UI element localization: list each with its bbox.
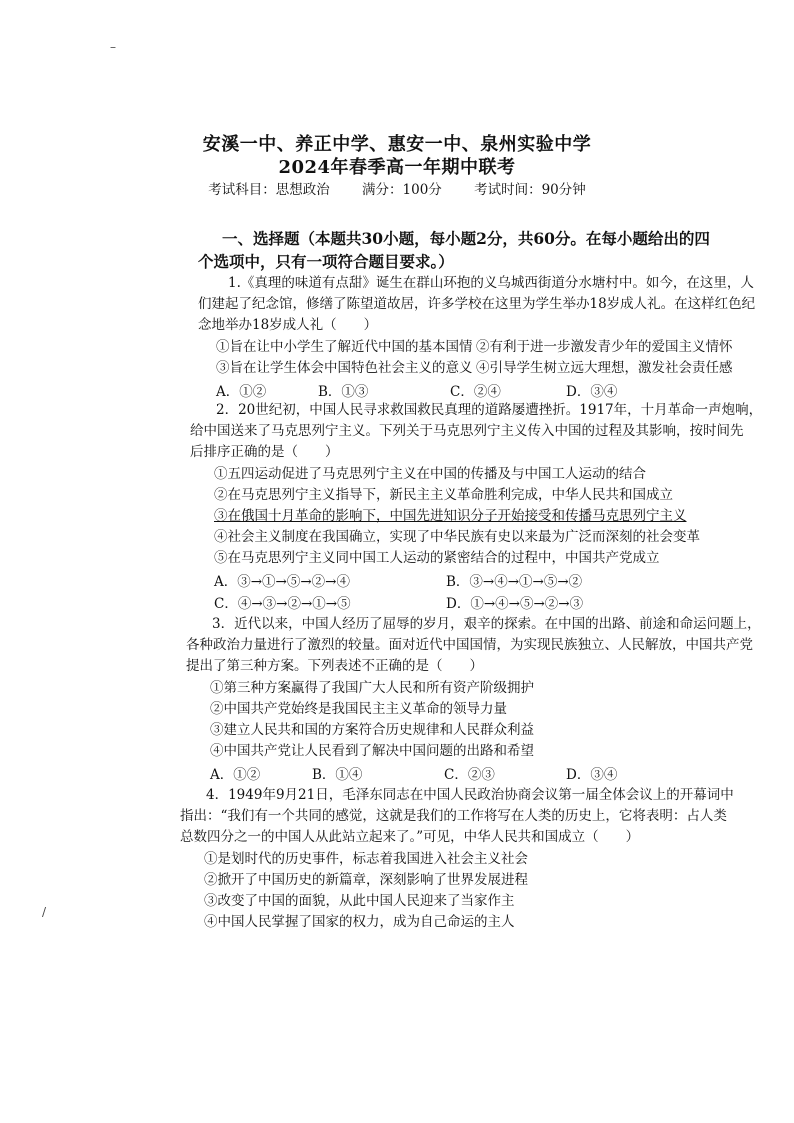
- q3-stem-line2: 各种政治力量进行了激烈的较量。面对近代中国国情，为实现民族独立、人民解放，中国共产党: [186, 637, 753, 653]
- q2-stem-line2: 给中国送来了马克思列宁主义。下列关于马克思列宁主义传入中国的过程及其影响，按时间先: [190, 423, 744, 439]
- section-heading-line2: 个选项中，只有一项符合题目要求。）: [198, 252, 454, 271]
- q2-stem-line3: 后排序正确的是（ ）: [190, 444, 339, 460]
- q3-stem-line3: 提出了第三种方案。下列表述不正确的是（ ）: [186, 658, 483, 674]
- q2-statement-1: ①五四运动促进了马克思列宁主义在中国的传播及与中国工人运动的结合: [214, 466, 646, 482]
- q2-statement-4: ④社会主义制度在我国确立，实现了中华民族有史以来最为广泛而深刻的社会变革: [214, 529, 700, 545]
- subject-text: 考试科目：思想政治: [208, 182, 330, 198]
- q1-statement-4: ④引导学生树立远大理想，激发社会责任感: [476, 360, 733, 376]
- q3-stem-line1: 3．近代以来，中国人经历了屈辱的岁月，艰辛的探索。在中国的出路、前途和命运问题上，: [212, 616, 761, 632]
- q1-option-c: C．②④: [450, 384, 501, 400]
- exam-info: [0, 178, 794, 198]
- q2-option-b: B．③→④→①→⑤→②: [446, 574, 583, 590]
- q4-stem-line1: 4．1949年9月21日，毛泽东同志在中国人民政治协商会议第一届全体会议上的开幕词中: [206, 787, 734, 803]
- q3-option-c: C．②③: [444, 767, 495, 783]
- section-heading-line1: 一、选择题（本题共30小题，每小题2分，共60分。在每小题给出的四: [222, 229, 710, 248]
- q3-option-b: B．①④: [312, 767, 363, 783]
- schools-title: 安溪一中、养正中学、惠安一中、泉州实验中学: [202, 134, 592, 155]
- q2-option-d: D．①→④→⑤→②→③: [446, 596, 584, 612]
- q1-option-b: B．①③: [318, 384, 369, 400]
- q4-stem-line2: 指出：“我们有一个共同的感觉，这就是我们的工作将写在人类的历史上，它将表明：占人类: [180, 808, 727, 824]
- q3-statement-4: ④中国共产党让人民看到了解决中国问题的出路和希望: [210, 743, 534, 759]
- q2-option-a: A．③→①→⑤→②→④: [214, 574, 350, 590]
- scan-mark: –: [110, 40, 116, 54]
- q3-option-a: A．①②: [210, 767, 261, 783]
- exam-title: 2024年春季高一年期中联考: [278, 157, 516, 178]
- q4-statement-4: ④中国人民掌握了国家的权力，成为自己命运的主人: [204, 914, 515, 930]
- q1-statement-1: ①旨在让中小学生了解近代中国的基本国情: [216, 339, 473, 355]
- q1-stem-line3: 念地举办18岁成人礼（ ）: [198, 317, 378, 333]
- q3-statement-3: ③建立人民共和国的方案符合历史规律和人民群众利益: [210, 722, 534, 738]
- time-text: 考试时间：90分钟: [474, 182, 586, 198]
- q2-statement-2: ②在马克思列宁主义指导下，新民主主义革命胜利完成，中华人民共和国成立: [214, 487, 673, 503]
- q1-statement-2: ②有利于进一步激发青少年的爱国主义情怀: [476, 339, 733, 355]
- scan-mark: /: [42, 905, 47, 919]
- q2-statement-5: ⑤在马克思列宁主义同中国工人运动的紧密结合的过程中，中国共产党成立: [214, 550, 660, 566]
- q1-stem-line2: 们建起了纪念馆，修缮了陈望道故居，许多学校在这里为学生举办18岁成人礼。在这样红色纪: [198, 296, 756, 312]
- q4-statement-2: ②掀开了中国历史的新篇章，深刻影响了世界发展进程: [204, 872, 528, 888]
- score-text: 满分：100分: [362, 182, 442, 198]
- q4-statement-3: ③改变了中国的面貌，从此中国人民迎来了当家作主: [204, 893, 515, 909]
- q4-statement-1: ①是划时代的历史事件，标志着我国进入社会主义社会: [204, 851, 528, 867]
- q2-stem-line1: 2．20世纪初，中国人民寻求救国救民真理的道路屡遭挫折。1917年，十月革命一声炮响，: [216, 402, 763, 418]
- q1-option-d: D．③④: [566, 384, 618, 400]
- q1-statement-3: ③旨在让学生体会中国特色社会主义的意义: [216, 360, 473, 376]
- q3-statement-1: ①第三种方案赢得了我国广大人民和所有资产阶级拥护: [210, 680, 534, 696]
- q2-statement-3: ③在俄国十月革命的影响下，中国先进知识分子开始接受和传播马克思列宁主义: [214, 508, 687, 524]
- q4-stem-line3: 总数四分之一的中国人从此站立起来了。”可见，中华人民共和国成立（ ）: [180, 829, 640, 845]
- q1-option-a: A．①②: [216, 384, 267, 400]
- q2-option-c: C．④→③→②→①→⑤: [214, 596, 351, 612]
- q1-stem-line1: 1.《真理的味道有点甜》诞生在群山环抱的义乌城西街道分水塘村中。如今，在这里，人: [228, 275, 754, 291]
- q3-statement-2: ②中国共产党始终是我国民主主义革命的领导力量: [210, 701, 507, 717]
- q3-option-d: D．③④: [566, 767, 618, 783]
